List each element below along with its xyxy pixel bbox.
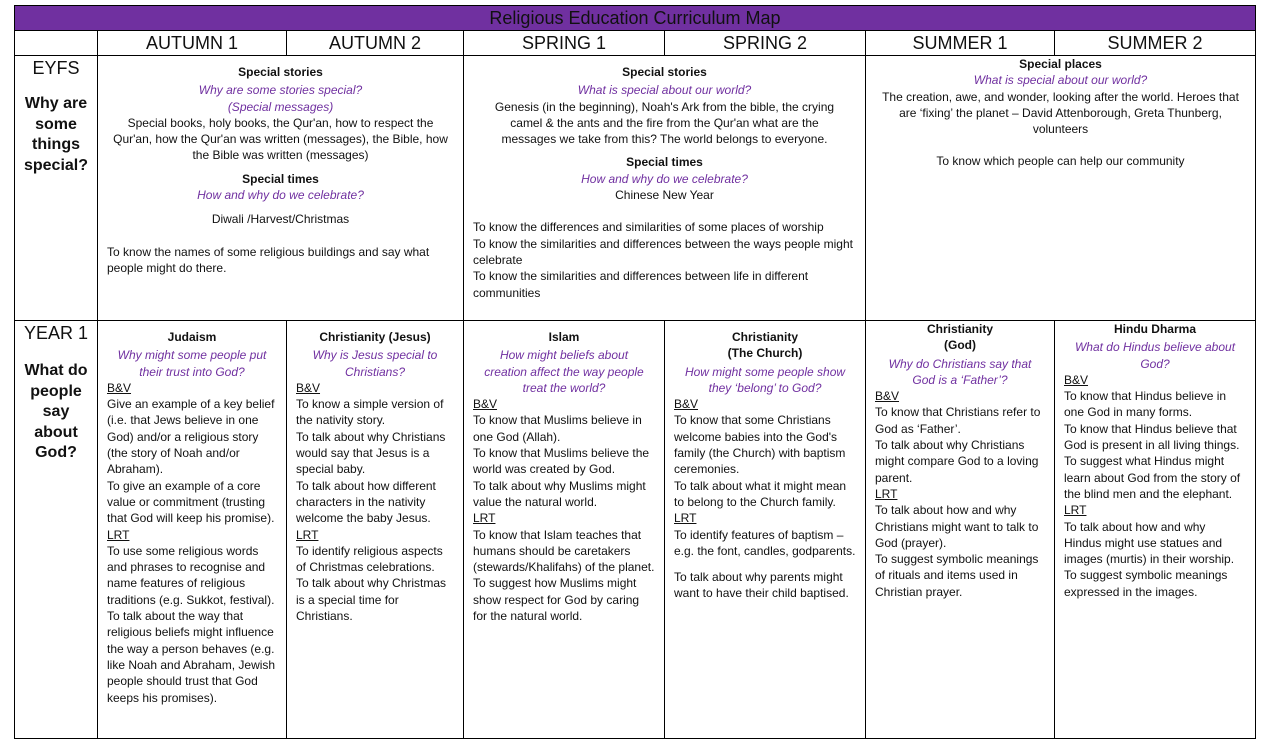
term-header-row [15, 31, 1256, 56]
curriculum-table [14, 5, 1256, 739]
content-text: To know which people can help our community [936, 154, 1185, 169]
objective-text: To talk about how different characters in the nativity welcome the baby Jesus. [296, 478, 436, 526]
unit-content [1055, 321, 1255, 600]
year1-unit-cell [98, 321, 287, 739]
objective-text: To talk about why parents might want to have their child baptised. [674, 570, 849, 601]
unit-title: Hindu Dharma [1113, 322, 1196, 336]
key-question: Why do Christians say that God is a ‘Father’? [888, 356, 1032, 387]
objective-text: To suggest symbolic meanings expressed in the images. [1064, 568, 1228, 599]
year1-unit-cell [665, 321, 866, 739]
bv-label: B&V [473, 397, 498, 412]
objective-text: To know that Muslims believe the world was created by God. [473, 446, 650, 477]
curriculum-map [14, 5, 1255, 739]
key-question: How and why do we celebrate? [581, 171, 748, 186]
content-text: Genesis (in the beginning), Noah's Ark from the bible, the crying camel & the ants and the fire from the Qur'an what are the messages we take from this? The world belongs to everyone. [494, 99, 835, 147]
objective-text: To suggest symbolic meanings of rituals and items used in Christian prayer. [875, 552, 1039, 599]
term-spring-2: SPRING 2 [665, 31, 866, 56]
eyfs-spring-cell [464, 56, 866, 321]
key-question: How might some people show they ‘belong’ to God? [684, 364, 846, 395]
objective-text: To identify religious aspects of Christmas celebrations. [296, 543, 443, 575]
key-question: Why are some stories special? [198, 83, 363, 98]
year1-unit-cell [464, 321, 665, 739]
unit-content [866, 321, 1054, 600]
bv-label: B&V [296, 380, 321, 395]
corner-cell [15, 31, 98, 56]
unit-heading: Special times [626, 155, 703, 170]
bv-label: B&V [875, 389, 900, 404]
objectives-list [473, 219, 856, 300]
year1-unit-cell [287, 321, 464, 739]
objective-text: To know the names of some religious buildings and say what people might do there. [107, 244, 430, 275]
bv-label: B&V [107, 380, 132, 395]
objective-text: To know that Hindus believe in one God in many forms. [1064, 389, 1227, 420]
year1-label-cell [15, 321, 98, 739]
eyfs-row [15, 56, 1256, 321]
row-label: EYFS [32, 58, 80, 78]
objective-text [674, 559, 856, 569]
objective-text: To talk about how and why Christians might want to talk to God (prayer). [875, 503, 1039, 550]
row-question: Why are some things special? [23, 95, 89, 174]
row-question: What do people say about God? [24, 362, 88, 462]
unit-title: (The Church) [727, 346, 803, 361]
key-question-sub: (Special messages) [227, 99, 334, 114]
objective-text: To know that Muslims believe in one God (Allah). [473, 413, 642, 444]
eyfs-label-cell [15, 56, 98, 321]
objective-text: To know the similarities and differences between the ways people might celebrate [473, 236, 853, 267]
objective-text: To know that Islam teaches that humans should be caretakers (stewards/Khalifahs) of the planet. [473, 527, 655, 575]
key-question: What is special about our world? [577, 83, 752, 98]
objective-text: To suggest what Hindus might learn about God from the story of the blind men and the elephant. [1064, 454, 1241, 501]
objective-text: To know the similarities and differences between life in different communities [473, 269, 809, 300]
key-question: How and why do we celebrate? [197, 188, 364, 203]
year1-unit-cell [1055, 321, 1256, 739]
objective-text: To talk about why Muslims might value the natural world. [473, 478, 646, 509]
objective-text: To talk about why Christians might compare God to a loving parent. [875, 438, 1039, 485]
unit-title: Judaism [167, 330, 217, 344]
key-question: Why is Jesus special to Christians? [312, 348, 438, 379]
term-autumn-1: AUTUMN 1 [98, 31, 287, 56]
objective-text: To know that Christians refer to God as ‘Father’. [875, 405, 1041, 436]
objective-text: To talk about how and why Hindus might use statues and images (murtis) in their worship. [1064, 519, 1235, 567]
key-question: What is special about our world? [973, 73, 1148, 88]
unit-title: Christianity (Jesus) [319, 330, 431, 344]
objective-text: To talk about why Christians would say that Jesus is a special baby. [296, 429, 446, 477]
objective-text: To know the differences and similarities of some places of worship [473, 220, 824, 235]
unit-title: Christianity [731, 330, 798, 344]
objective-text: Give an example of a key belief (i.e. that Jews believe in one God) and/or a religious story (the story of Noah and/or Abraham). [107, 397, 275, 477]
objective-text: To talk about what it might mean to belong to the Church family. [674, 478, 847, 509]
key-question: What do Hindus believe about God? [1074, 340, 1236, 371]
lrt-label: LRT [107, 527, 130, 542]
year1-row [15, 321, 1256, 739]
lrt-label: LRT [875, 486, 898, 501]
objective-text: To give an example of a core value or commitment (trusting that God will keep his promise). [107, 478, 275, 526]
objective-text: To suggest how Muslims might show respect for God by caring for the natural world. [473, 576, 640, 624]
objective-text: To talk about why Christmas is a special time for Christians. [296, 576, 447, 624]
unit-content [464, 321, 664, 624]
term-spring-1: SPRING 1 [464, 31, 665, 56]
objective-text: To know that some Christians welcome babies into the God's family (the Church) with baptism ceremonies. [674, 413, 846, 477]
lrt-label: LRT [296, 527, 319, 542]
row-label: YEAR 1 [23, 323, 89, 343]
year1-unit-cell [866, 321, 1055, 739]
content-text: Chinese New Year [615, 188, 714, 203]
content-text: Diwali /Harvest/Christmas [211, 212, 350, 227]
unit-heading: Special places [1019, 57, 1102, 71]
unit-content [98, 321, 286, 706]
unit-title: Christianity [926, 322, 993, 336]
objective-text: To know a simple version of the nativity story. [296, 397, 444, 428]
objective-text: To talk about the way that religious beliefs might influence the way a person behaves (e.g. like Noah and Abraham, Jewish people should trust that God keeps his promises). [107, 609, 276, 705]
page-title: Religious Education Curriculum Map [15, 6, 1256, 31]
objective-text: To use some religious words and phrases to recognise and name features of religious traditions (e.g. Sukkot, festival). [107, 543, 275, 607]
term-summer-1: SUMMER 1 [866, 31, 1055, 56]
bv-label: B&V [674, 397, 699, 412]
key-question: How might beliefs about creation affect the way people treat the world? [484, 348, 644, 395]
unit-title: (God) [944, 338, 976, 353]
eyfs-autumn-cell [98, 56, 464, 321]
bv-label: B&V [1064, 372, 1089, 387]
term-autumn-2: AUTUMN 2 [287, 31, 464, 56]
eyfs-summer-cell [866, 56, 1256, 321]
lrt-label: LRT [674, 511, 697, 526]
unit-heading: Special times [242, 171, 319, 186]
unit-content [287, 321, 463, 624]
unit-title: Islam [548, 330, 580, 344]
objective-text: To identify features of baptism – e.g. the font, candles, godparents. [674, 527, 856, 558]
content-text: Special books, holy books, the Qur'an, how to respect the Qur'an, how the Qur'an was written (messages), the Bible, how the Bible was written (messages) [113, 115, 448, 163]
content-text: The creation, awe, and wonder, looking after the world. Heroes that are ‘fixing’ the planet – David Attenborough, Greta Thunberg, volunteers [882, 89, 1239, 137]
term-summer-2: SUMMER 2 [1055, 31, 1256, 56]
unit-heading: Special stories [238, 65, 323, 79]
unit-heading: Special stories [622, 65, 707, 79]
unit-content [665, 321, 865, 602]
lrt-label: LRT [473, 511, 496, 526]
objective-text: To know that Hindus believe that God is present in all living things. [1064, 421, 1240, 453]
key-question: Why might some people put their trust into God? [117, 348, 267, 379]
lrt-label: LRT [1064, 503, 1087, 518]
